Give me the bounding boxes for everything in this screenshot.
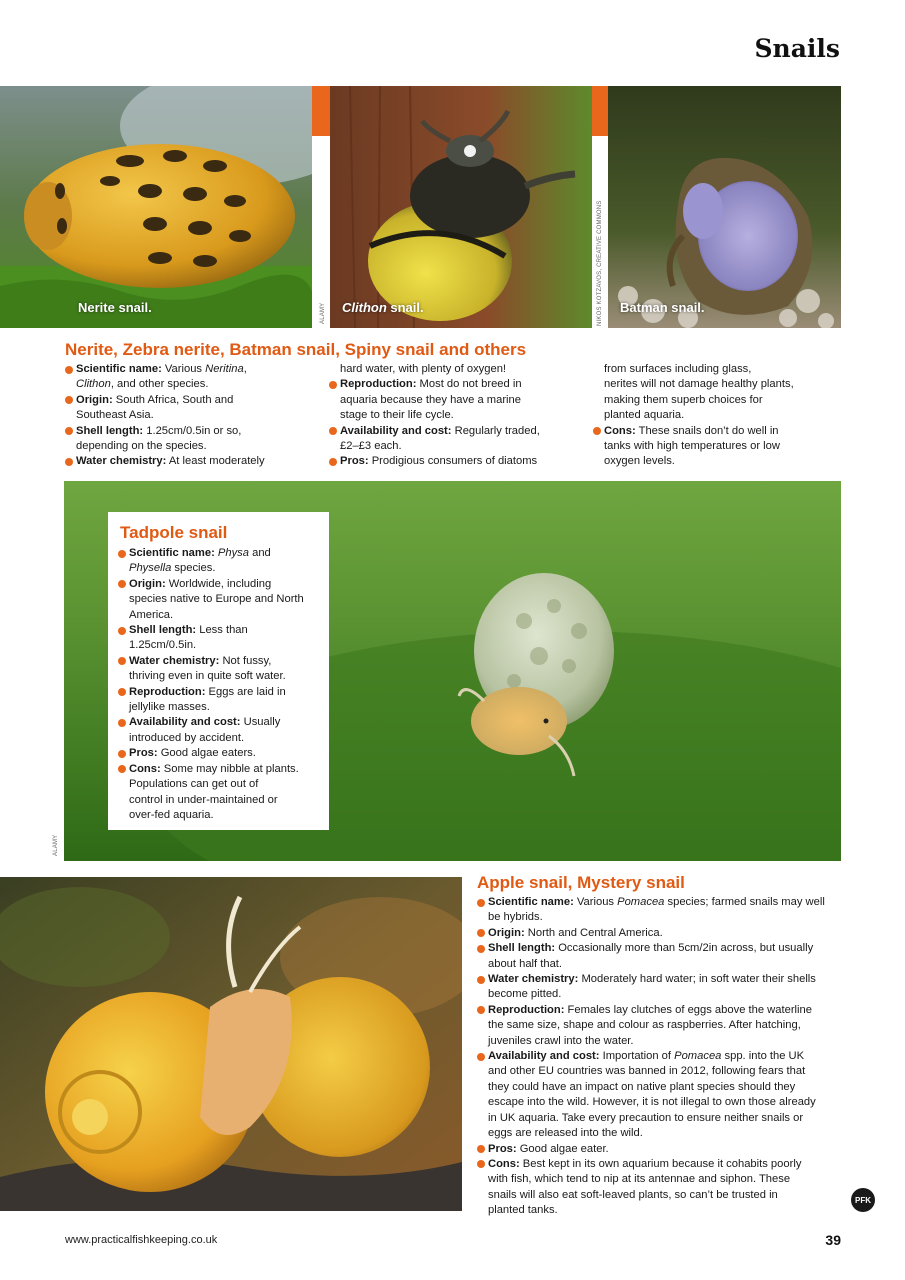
tadpole-shell-length: Shell length: Less than (118, 623, 323, 638)
nerite-snail-photo (0, 86, 312, 328)
nerite-origin: Origin: South Africa, South and (65, 393, 327, 408)
pfk-logo-badge: PFK (851, 1188, 875, 1212)
nerite-heading: Nerite, Zebra nerite, Batman snail, Spiny snail and others (65, 340, 527, 359)
batman-photo-credit: NIKOS KOTZAVOS, CREATIVE COMMONS (597, 200, 603, 326)
tadpole-origin: Origin: Worldwide, including (118, 577, 323, 592)
tadpole-availability: Availability and cost: Usually (118, 715, 323, 730)
apple-snail-photo (0, 877, 462, 1211)
apple-sci-name: Scientific name: Various Pomacea species; farmed snails may well (477, 895, 847, 910)
tadpole-pros: Pros: Good algae eaters. (118, 746, 323, 761)
apple-heading: Apple snail, Mystery snail (477, 873, 685, 892)
apple-water-chemistry: Water chemistry: Moderately hard water; in soft water their shells (477, 972, 847, 987)
nerite-pros: Pros: Prodigious consumers of diatoms (329, 454, 591, 469)
apple-cons: Cons: Best kept in its own aquarium because it cohabits poorly (477, 1157, 847, 1172)
nerite-caption: Nerite snail. (78, 300, 152, 315)
apple-availability: Availability and cost: Importation of Pomacea spp. into the UK (477, 1049, 847, 1064)
batman-caption: Batman snail. (620, 300, 705, 315)
nerite-cons: Cons: These snails don’t do well in (593, 424, 843, 439)
tadpole-heading: Tadpole snail (120, 523, 228, 542)
section-title: Snails (754, 34, 840, 63)
tadpole-photo-credit: ALAMY (53, 834, 59, 856)
nerite-sci-name: Scientific name: Various Neritina, (65, 362, 327, 377)
tadpole-facts: Scientific name: Physa and Physella species. Origin: Worldwide, including species native to Europe and North America. Shell length: Less than 1.25cm/0.5in. Water chemistry: Not fussy, thriving even in quite soft water. Reproduction: Eggs are laid in jellylike masses. Availability and cost: Usually introduced by accident. Pros: Good algae eaters. Cons: Some may nibble at plants. Populations can get out of control in under-maintained or over-fed aquaria. (118, 546, 323, 823)
clithon-photo-credit: ALAMY (320, 302, 326, 324)
nerite-facts-col3: from surfaces including glass, nerites will not damage healthy plants, making them superb choices for planted aquaria. Cons: These snails don’t do well in tanks with high temperatures or low oxygen levels. (593, 362, 843, 470)
apple-shell-length: Shell length: Occasionally more than 5cm/2in across, but usually (477, 941, 847, 956)
clithon-snail-photo (330, 86, 592, 328)
nerite-reproduction: Reproduction: Most do not breed in (329, 377, 591, 392)
nerite-water-chemistry: Water chemistry: At least moderately (65, 454, 327, 469)
apple-reproduction: Reproduction: Females lay clutches of eggs above the waterline (477, 1003, 847, 1018)
tadpole-reproduction: Reproduction: Eggs are laid in (118, 685, 323, 700)
photo-divider-tab (312, 86, 330, 136)
batman-snail-photo (608, 86, 841, 328)
apple-origin: Origin: North and Central America. (477, 926, 847, 941)
clithon-caption: Clithon snail. (342, 300, 424, 315)
footer-url[interactable]: www.practicalfishkeeping.co.uk (65, 1234, 218, 1246)
apple-pros: Pros: Good algae eater. (477, 1142, 847, 1157)
tadpole-sci-name: Scientific name: Physa and (118, 546, 323, 561)
tadpole-water-chemistry: Water chemistry: Not fussy, (118, 654, 323, 669)
apple-facts: Scientific name: Various Pomacea species; farmed snails may well be hybrids. Origin: North and Central America. Shell length: Occasionally more than 5cm/2in across, but usually about half that. Water chemistry: Moderately hard water; in soft water their shells become pitted. Reproduction: Females lay clutches of eggs above the waterline the same size, shape and colour as raspberries. After hatching, juveniles crawl into the water. Availability and cost: Importation of Pomacea spp. into the UK and other EU countries was banned in 2012, following fears that they could have an impact on native plant species should they escape into the wild. However, it is not illegal to own those already in UK aquaria. Take every precaution to ensure neither snails or eggs are released into the wild. Pros: Good algae eater. Cons: Best kept in its own aquarium because it cohabits poorly with fish, which tend to nip at its antennae and siphon. These snails will also eat soft-leaved plants, so can’t be trusted in planted tanks. (477, 895, 847, 1219)
page-number: 39 (825, 1232, 841, 1248)
nerite-facts-col1: Scientific name: Various Neritina, Clithon, and other species. Origin: South Africa, South and Southeast Asia. Shell length: 1.25cm/0.5in or so, depending on the species. Water chemistry: At least moderately (65, 362, 327, 470)
nerite-facts-col2: hard water, with plenty of oxygen! Reproduction: Most do not breed in aquaria because they have a marine stage to their life cycle. Availability and cost: Regularly traded, £2–£3 each. Pros: Prodigious consumers of diatoms (329, 362, 591, 470)
nerite-availability: Availability and cost: Regularly traded, (329, 424, 591, 439)
nerite-shell-length: Shell length: 1.25cm/0.5in or so, (65, 424, 327, 439)
tadpole-cons: Cons: Some may nibble at plants. (118, 762, 323, 777)
tadpole-info-box (108, 512, 329, 830)
